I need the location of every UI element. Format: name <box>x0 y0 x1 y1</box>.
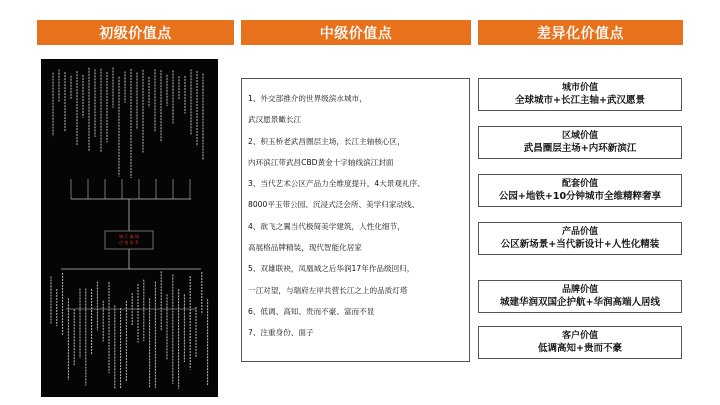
tree-center-node <box>105 234 153 246</box>
mid-value-box <box>241 78 470 362</box>
tree-center-line2: 价 值 体 系 <box>119 240 139 245</box>
mid-line: 6、低调、高知、贵而不豪、富而不显 <box>248 306 375 316</box>
value-box-city <box>478 78 682 111</box>
mid-line: 一江对望，与瑞府左岸共营长江之上的品质灯塔 <box>248 285 408 295</box>
value-box-customer <box>478 326 682 359</box>
value-desc: 公园+地铁+10分钟城市全维精粹奢享 <box>498 191 662 202</box>
mid-line: 8000平玉带公园、沉浸式泛会所、美学归家动线、 <box>248 200 420 210</box>
mid-line: 4、欲飞之翼当代极简美学建筑，人性化细节， <box>248 221 405 231</box>
mid-line: 2、积玉桥老武昌圈层主场，长江主轴核心区， <box>248 136 405 146</box>
tree-diagram-lines <box>41 59 218 397</box>
value-title: 区域价值 <box>561 131 598 141</box>
value-box-brand <box>478 280 682 313</box>
header-mid-value: 中级价值点 <box>241 20 471 45</box>
mid-line: 3、当代艺术公区产品力全维度提升，4大景观礼序、 <box>248 179 425 189</box>
mid-line: 1、外交部推介的世界级滨水城市， <box>248 94 367 103</box>
value-box-product <box>478 222 682 255</box>
value-title: 配套价值 <box>561 179 598 189</box>
value-title: 产品价值 <box>561 227 598 237</box>
value-title: 客户价值 <box>561 331 598 341</box>
tree-center-line1: 城 江 城 城 <box>119 234 139 239</box>
value-box-amenity <box>478 174 682 207</box>
mid-line: 7、注重身份、面子 <box>248 328 314 338</box>
value-title: 品牌价值 <box>561 285 598 295</box>
value-desc: 城建华润双国企护航+华润高端人居线 <box>500 297 660 308</box>
mid-line: 5、双雄联袂，凤凰城之后华润17年作品级回归， <box>248 264 415 274</box>
mid-line: 武汉愿景瞰长江 <box>248 115 302 125</box>
header-primary-value: 初级价值点 <box>37 20 234 45</box>
value-tree-diagram <box>41 59 218 397</box>
mid-line: 内环滨江带武昌CBD黄金十字轴线滨江封面 <box>248 157 394 167</box>
value-desc: 武昌圈层主场+内环新滨江 <box>523 143 637 154</box>
value-title: 城市价值 <box>561 83 598 93</box>
value-box-region <box>478 126 682 159</box>
value-desc: 公区新场景+当代新设计+人性化精装 <box>500 239 660 250</box>
value-desc: 全球城市+长江主轴+武汉愿景 <box>515 95 645 106</box>
header-diff-value: 差异化价值点 <box>478 20 683 45</box>
mid-line: 高展格品牌精装，现代智能化居家 <box>248 243 362 253</box>
value-desc: 低调高知+贵而不豪 <box>538 343 622 354</box>
